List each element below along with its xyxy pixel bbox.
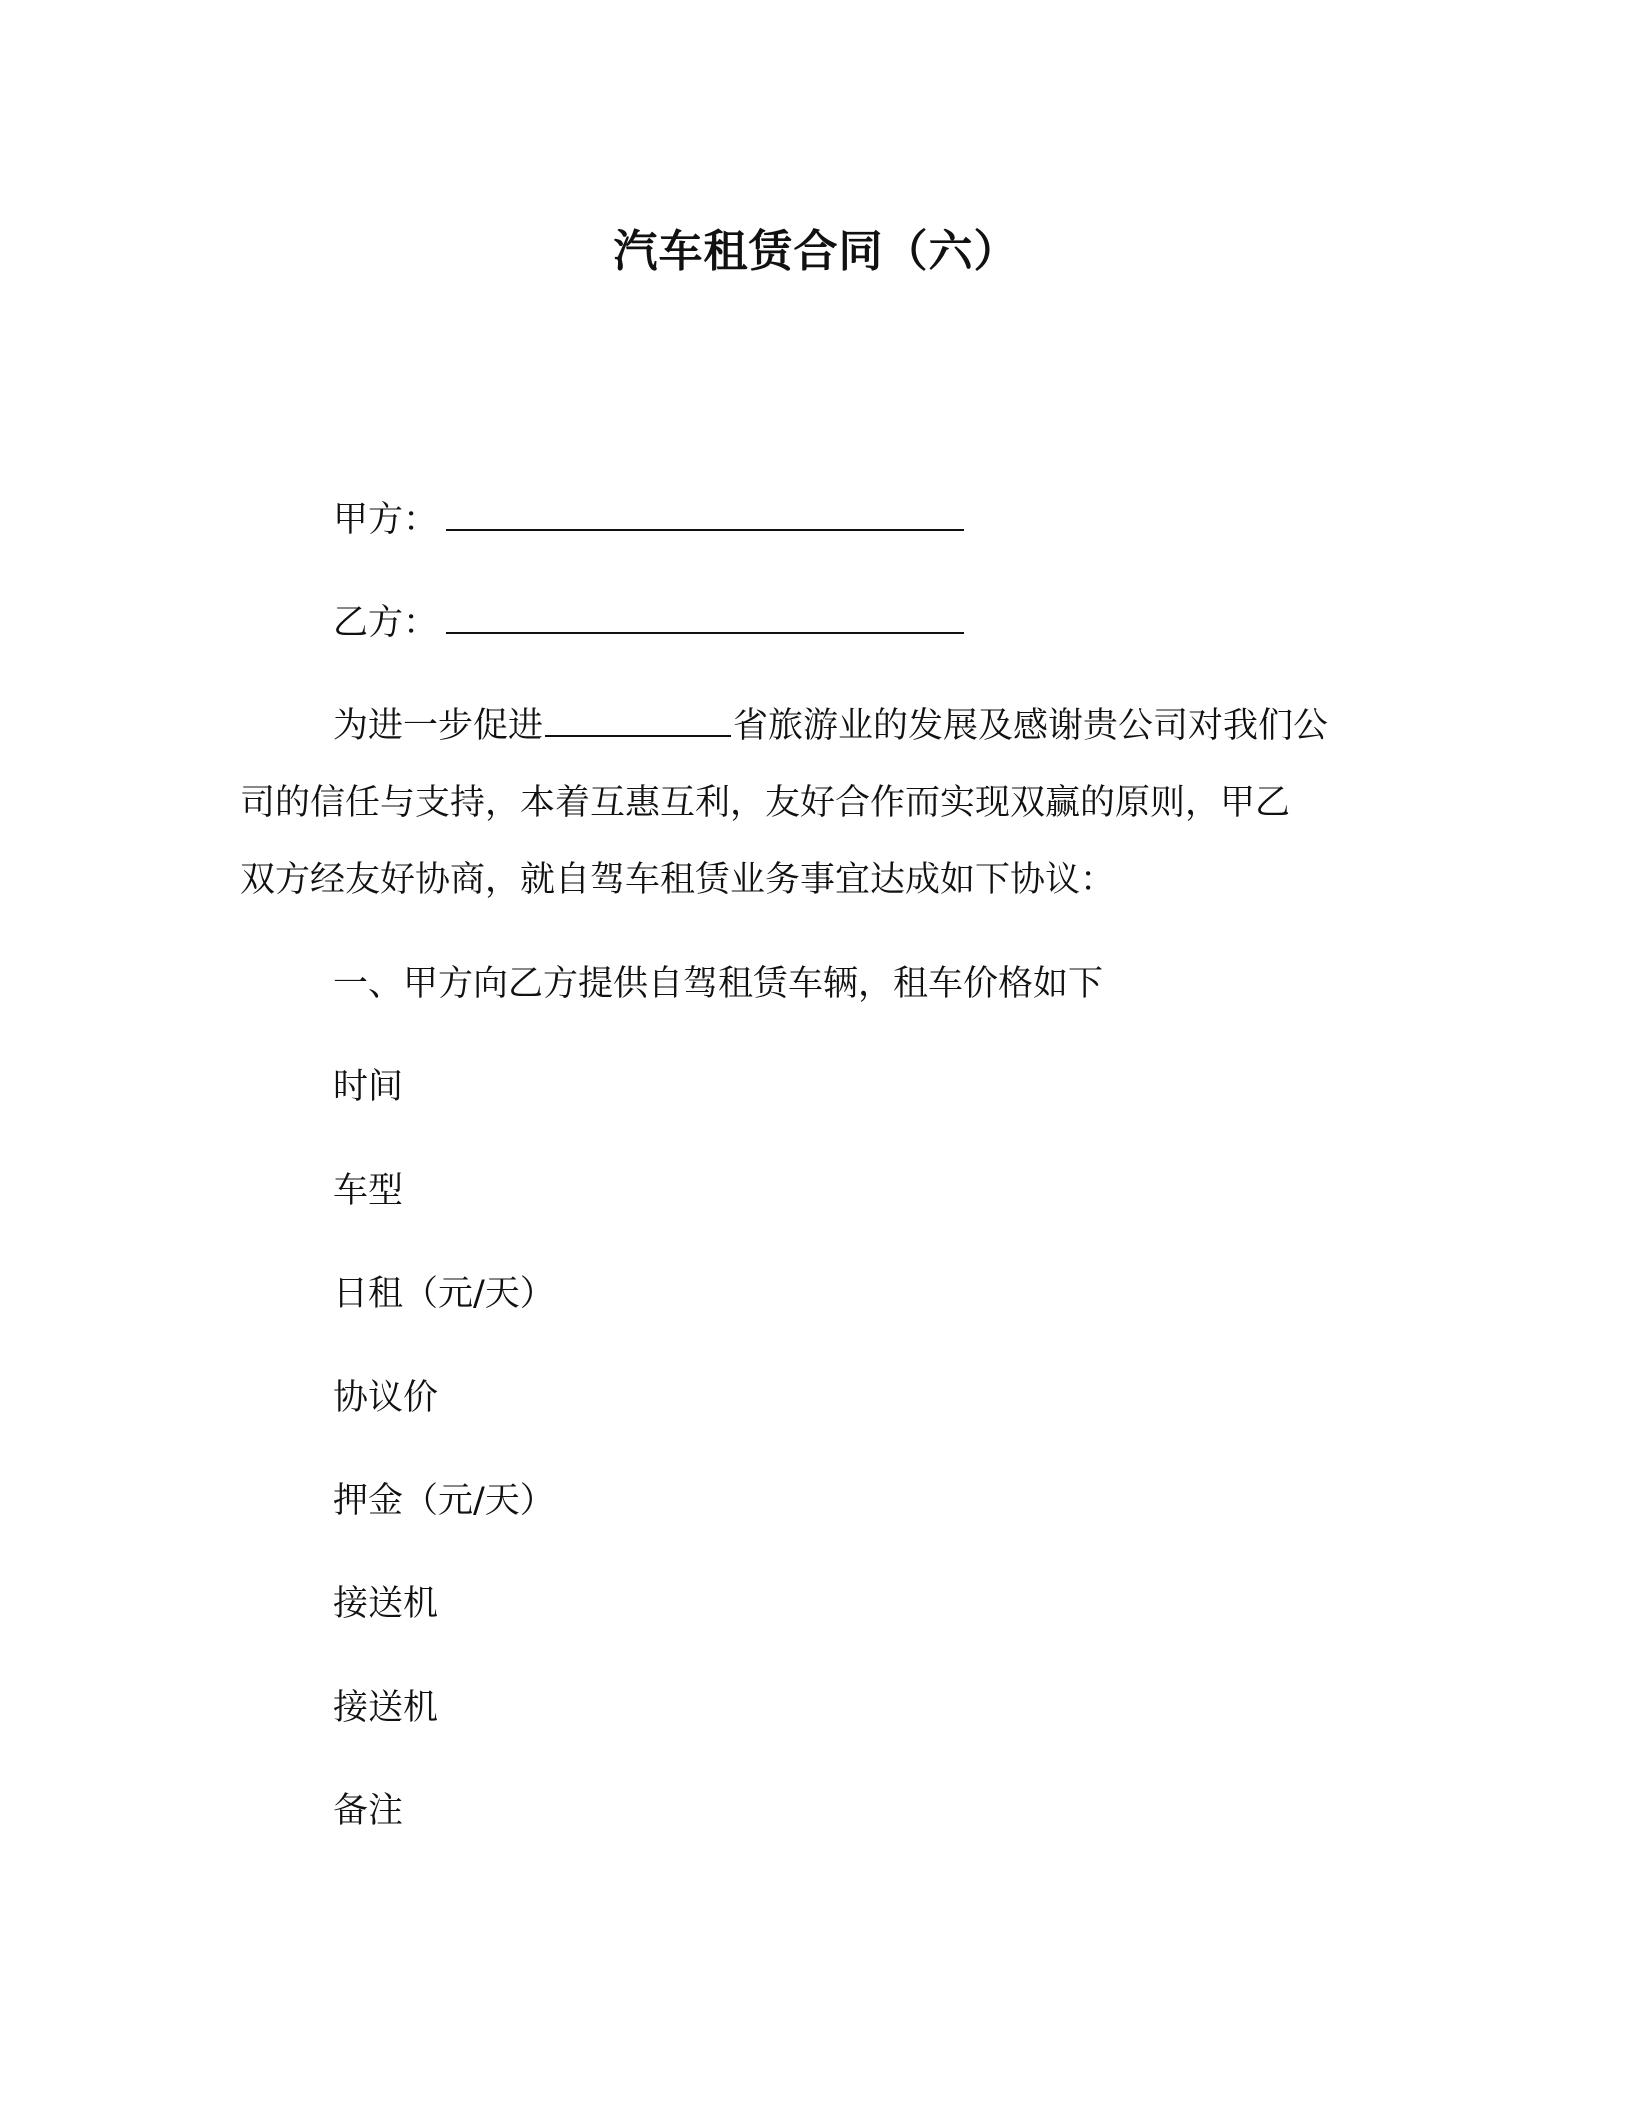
field-daily-rent: 日租（元/天） xyxy=(333,1274,555,1314)
document-title: 汽车租赁合同（六） xyxy=(613,226,1019,277)
party-b-blank xyxy=(446,602,964,634)
intro-line-1 xyxy=(333,702,1328,750)
province-blank xyxy=(545,705,731,737)
field-remarks: 备注 xyxy=(333,1791,404,1831)
party-a-label: 甲方： xyxy=(333,500,439,540)
party-a-blank xyxy=(446,499,964,531)
field-airport-transfer-2: 接送机 xyxy=(333,1688,439,1728)
field-airport-transfer-1: 接送机 xyxy=(333,1584,439,1624)
party-a-line xyxy=(333,496,964,544)
field-agreed-price: 协议价 xyxy=(333,1378,439,1418)
field-deposit: 押金（元/天） xyxy=(333,1481,555,1521)
field-time: 时间 xyxy=(333,1067,404,1107)
intro-text-part2: 省旅游业的发展及感谢贵公司对我们公 xyxy=(733,706,1329,746)
party-b-label: 乙方： xyxy=(333,603,439,643)
party-b-line xyxy=(333,599,964,647)
intro-line-2: 司的信任与支持，本着互惠互利，友好合作而实现双赢的原则，甲乙 xyxy=(240,783,1291,823)
section-1-heading: 一、甲方向乙方提供自驾租赁车辆，租车价格如下 xyxy=(333,964,1104,1004)
field-car-model: 车型 xyxy=(333,1171,404,1211)
intro-line-3: 双方经友好协商，就自驾车租赁业务事宜达成如下协议： xyxy=(240,860,1116,900)
intro-text-part1: 为进一步促进 xyxy=(333,706,544,746)
